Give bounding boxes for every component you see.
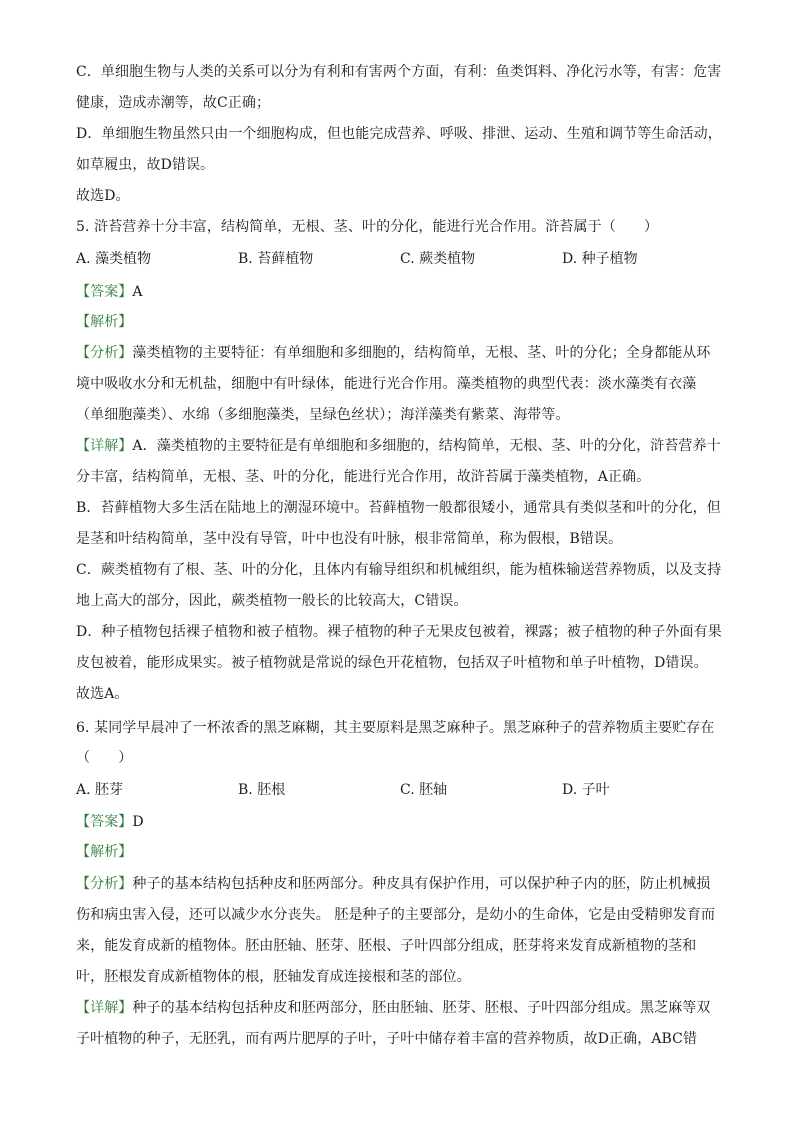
text-line: 分丰富，结构简单，无根、茎、叶的分化，能进行光合作用，故浒苔属于藻类植物，A正确。	[76, 469, 651, 485]
text-line: 伤和病虫害入侵，还可以减少水分丧失。 胚是种子的主要部分，是幼小的生命体，它是由受精卵发育而	[76, 907, 716, 923]
option-a: A. 胚芽	[76, 782, 124, 798]
detail-text: 种子的基本结构包括种皮和胚两部分，胚由胚轴、胚芽、胚根、子叶四部分组成。黑芝麻等双	[132, 1000, 711, 1016]
text-line: （单细胞藻类）、水绵（多细胞藻类，呈绿色丝状）；海洋藻类有紫菜、海带等。	[76, 407, 570, 423]
option-c: C. 蕨类植物	[400, 251, 476, 267]
text-line: C．蕨类植物有了根、茎、叶的分化，且体内有输导组织和机械组织，能为植株输送营养物质，以及支持	[76, 562, 722, 578]
analysis-line	[76, 875, 726, 893]
text-line: 子叶植物的种子，无胚乳，而有两片肥厚的子叶，子叶中储存着丰富的营养物质，故D正确，ABC错	[76, 1031, 698, 1047]
text-line: 来，能发育成新的植物体。胚由胚轴、胚芽、胚根、子叶四部分组成，胚芽将来发育成新植物的茎和	[76, 938, 697, 954]
option-b: B. 苔藓植物	[238, 251, 314, 267]
answer-value: A	[132, 284, 143, 300]
analysis-line	[76, 344, 726, 362]
answer-tag: 【答案】	[76, 284, 133, 300]
text-line: 如草履虫，故D错误。	[76, 157, 215, 173]
question-6-bracket: （ ）	[76, 750, 133, 766]
detail-tag: 【详解】	[76, 438, 133, 454]
detail-line	[76, 999, 726, 1017]
option-c: C. 胚轴	[400, 782, 448, 798]
analysis-text: 藻类植物的主要特征：有单细胞和多细胞的，结构简单，无根、茎、叶的分化；全身都能从环	[132, 345, 711, 361]
text-line: 境中吸收水分和无机盐，细胞中有叶绿体，能进行光合作用。藻类植物的典型代表：淡水藻类有衣藻	[76, 376, 697, 392]
detail-tag: 【详解】	[76, 1000, 133, 1016]
detail-text: A．藻类植物的主要特征是有单细胞和多细胞的，结构简单，无根、茎、叶的分化，浒苔营养十	[132, 438, 721, 454]
text-line: 皮包被着，能形成果实。被子植物就是常说的绿色开花植物，包括双子叶植物和单子叶植物，D错误。	[76, 655, 708, 671]
answer-5	[76, 283, 726, 301]
text-line: D．单细胞生物虽然只由一个细胞构成，但也能完成营养、呼吸、排泄、运动、生殖和调节等生命活动，	[76, 126, 722, 142]
text-line: 故选A。	[76, 686, 129, 702]
text-line: 是茎和叶结构简单，茎中没有导管，叶中也没有叶脉，根非常简单，称为假根，B错误。	[76, 531, 623, 547]
analysis-tag: 【分析】	[76, 876, 133, 892]
option-d: D. 子叶	[562, 782, 610, 798]
option-a: A. 藻类植物	[76, 251, 152, 267]
question-6: 6. 某同学早晨冲了一杯浓香的黑芝麻糊，其主要原料是黑芝麻种子。黑芝麻种子的营养物质主要贮存在	[76, 720, 715, 736]
answer-value: D	[132, 814, 144, 830]
answer-tag: 【答案】	[76, 814, 133, 830]
option-b: B. 胚根	[238, 782, 286, 798]
text-line: B．苔藓植物大多生活在陆地上的潮湿环境中。苔藓植物一般都很矮小，通常具有类似茎和叶的分化，但	[76, 500, 721, 516]
text-line: C．单细胞生物与人类的关系可以分为有利和有害两个方面，有利：鱼类饵料、净化污水等，有害：危害	[76, 64, 722, 80]
text-line: D．种子植物包括裸子植物和被子植物。裸子植物的种子无果皮包被着，裸露；被子植物的种子外面有果	[76, 624, 722, 640]
text-line: 地上高大的部分，因此，蕨类植物一般长的比较高大，C错误。	[76, 593, 468, 609]
text-line: 叶，胚根发育成新植物体的根，胚轴发育成连接根和茎的部位。	[76, 969, 471, 985]
analysis-text: 种子的基本结构包括种皮和胚两部分。种皮具有保护作用，可以保护种子内的胚，防止机械损	[132, 876, 711, 892]
text-line: 故选D。	[76, 188, 130, 204]
option-d: D. 种子植物	[562, 251, 638, 267]
analysis-heading: 【解析】	[76, 844, 133, 860]
text-line: 健康，造成赤潮等，故C正确；	[76, 95, 271, 111]
question-5: 5. 浒苔营养十分丰富，结构简单，无根、茎、叶的分化，能进行光合作用。浒苔属于（ ）	[76, 219, 659, 235]
analysis-heading: 【解析】	[76, 314, 133, 330]
analysis-tag: 【分析】	[76, 345, 133, 361]
detail-line	[76, 437, 726, 455]
answer-6	[76, 813, 726, 831]
